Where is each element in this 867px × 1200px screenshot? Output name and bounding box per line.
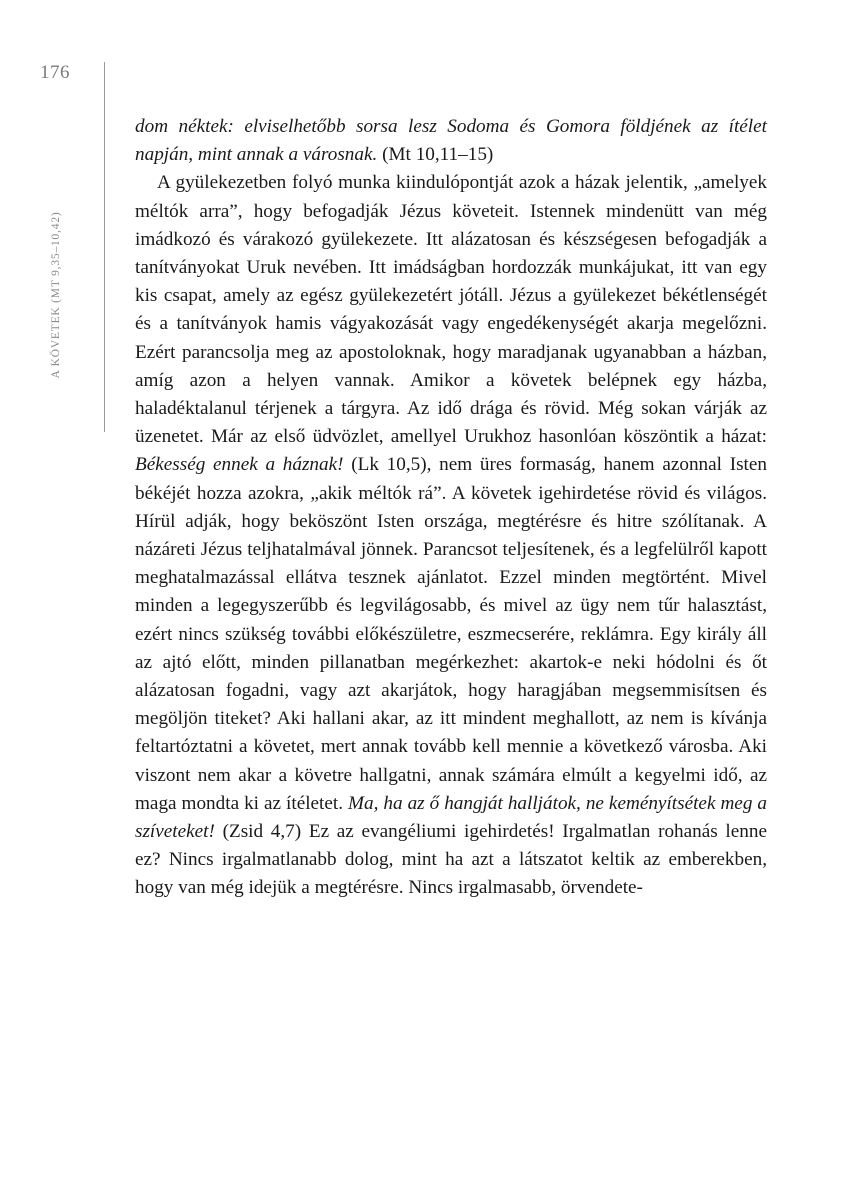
running-head: A KÖVETEK (MT 9,35–10,42) (50, 211, 62, 379)
scripture-reference: (Mt 10,11–15) (377, 144, 494, 166)
paragraph-text: (Zsid 4,7) Ez az evangéliumi igehirdetés! Irgalmatlan rohanás lenne ez? Nincs irgalmatlanabb dolog, mint ha azt a látszatot keltik az emberekben, hogy van még idejük a megtérésre. Nincs irgalmasabb, örvendete- (135, 821, 767, 899)
paragraph-text: A gyülekezetben folyó munka kiindulópontját azok a házak jelentik, „amelyek méltók arra”, hogy befogadják Jézus követeit. Istennek mindenütt van még imádkozó és várakozó gyülekezete. Itt alázatosan és készségesen befogadják a tanítványokat Uruk nevében. Itt imádságban hordozzák munkájukat, itt van egy kis csapat, amely az egész gyülekezetért jótáll. Jézus a gyülekezet békétlenségét és a tanítványok hamis vágyakozását vagy engedékenységét akarja megelőzni. Ezért parancsolja meg az apostoloknak, hogy maradjanak ugyanabban a házban, amíg azon a helyen vannak. Amikor a követek belépnek egy házba, haladéktalanul térjenek a tárgyra. Az idő drága és rövid. Még sokan várják az üzenetet. Már az első üdvözlet, amellyel Urukhoz hasonlóan köszöntik a házat: (135, 172, 767, 448)
italic-quote: dom néktek: elviselhetőbb sorsa lesz Sodoma és Gomora földjének az ítélet napján, mint annak a városnak. (135, 116, 767, 166)
body-text (135, 113, 767, 903)
margin-rule (104, 62, 105, 432)
paragraph (135, 169, 767, 902)
paragraph-text: (Lk 10,5), nem üres formaság, hanem azonnal Isten békéjét hozza azokra, „akik méltók rá”. A követek igehirdetése rövid és világos. Hírül adják, hogy beköszönt Isten országa, megtérésre és hitre szólítanak. A názáreti Jézus teljhatalmával jönnek. Parancsot teljesítenek, és a legfelülről kapott meghatalmazással ellátva tesznek ajánlatot. Ezzel minden megtörtént. Mivel minden a legegyszerűbb és legvilágosabb, és mivel az ügy nem tűr halasztást, ezért nincs szükség további előkészületre, eszmecserére, reklámra. Egy király áll az ajtó előtt, minden pillanatban megérkezhet: akartok-e neki hódolni és őt alázatosan fogadni, vagy azt akarjátok, hogy haragjában megsemmisítsen és megöljön titeket? Aki hallani akar, az itt mindent meghallott, az nem is kívánja feltartóztatni a követet, mert annak tovább kell mennie a következő városba. Aki viszont nem akar a követre hallgatni, annak számára elmúlt a kegyelmi idő, az maga mondta ki az ítéletet. (135, 454, 767, 814)
italic-quote: Ma, ha az ő hangját halljátok, ne keményítsétek meg a szíveteket! (135, 792, 768, 843)
page-number: 176 (40, 62, 70, 83)
italic-quote: Békesség ennek a háznak! (135, 454, 344, 476)
paragraph-continuation (135, 113, 767, 169)
